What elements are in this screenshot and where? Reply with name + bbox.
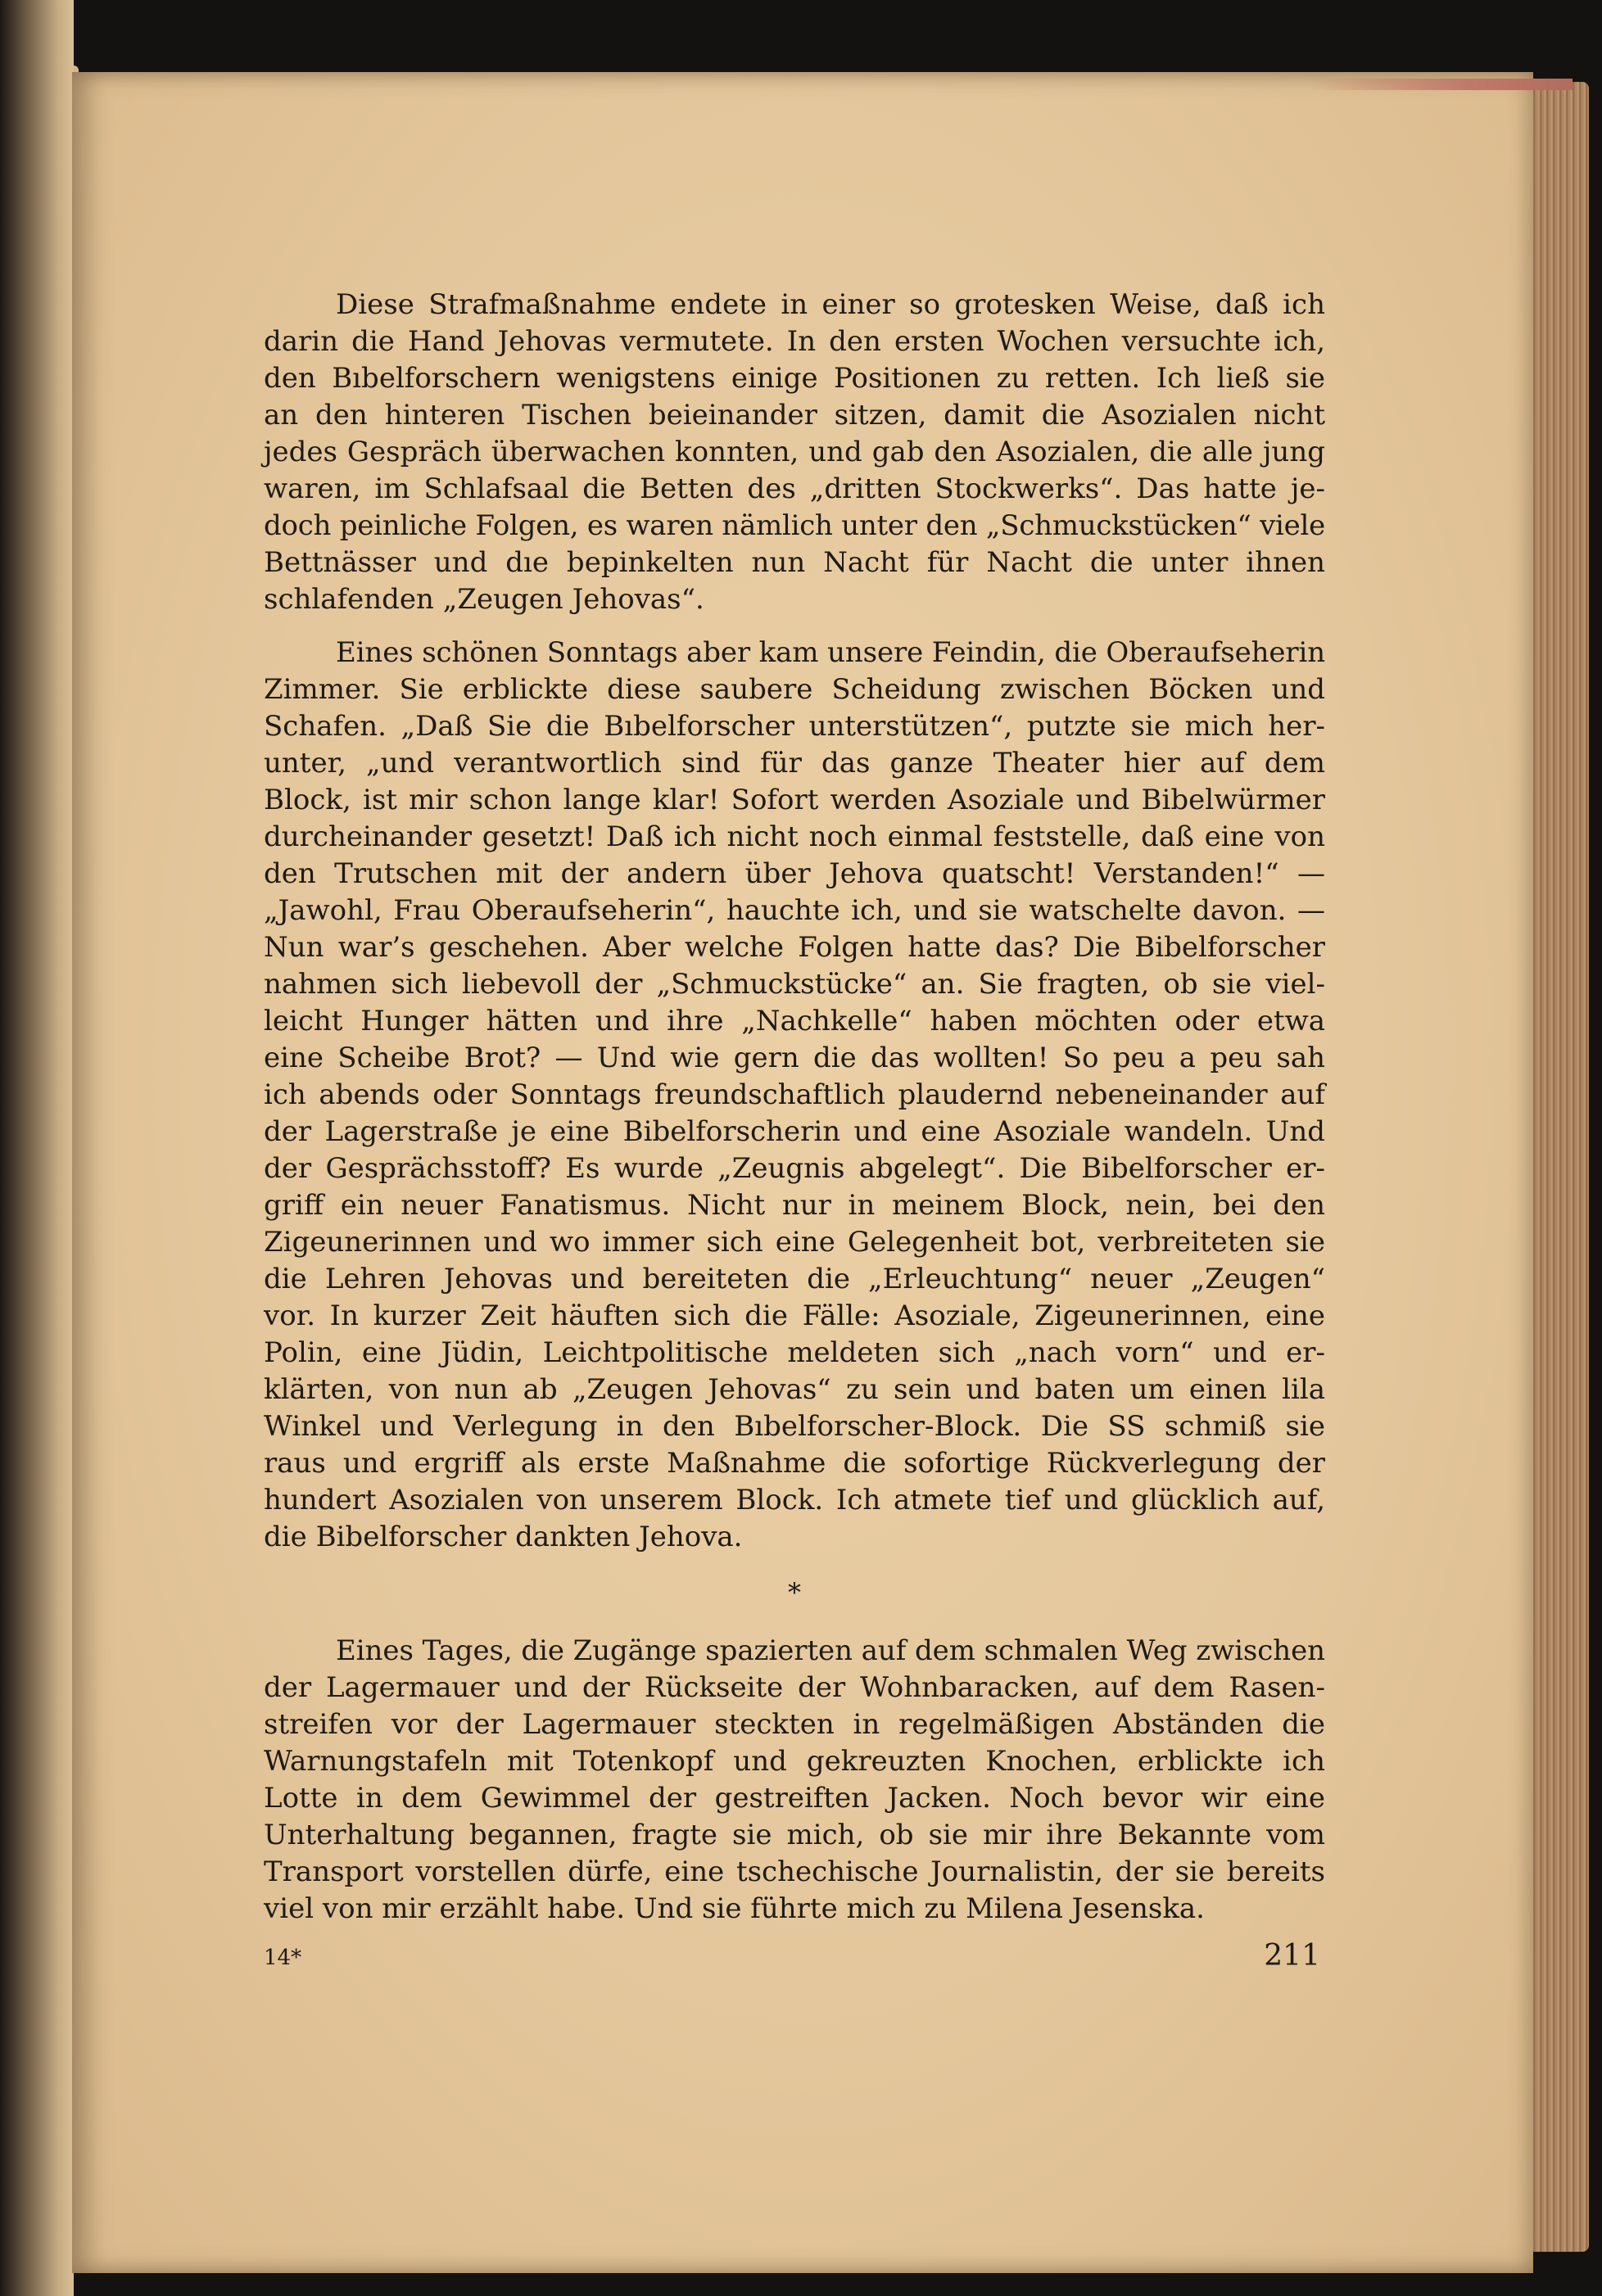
- page-stack-edge: [1523, 82, 1589, 2252]
- text-line: schlafenden „Zeugen Jehovas“.: [264, 583, 704, 616]
- text-line: Eines Tages, die Zugänge spazierten auf dem schmalen Weg zwischen: [336, 1634, 1325, 1667]
- text-line: waren, im Schlafsaal die Betten des „dritten Stockwerks“. Das hatte je-: [264, 472, 1325, 505]
- text-line: Zigeunerinnen und wo immer sich eine Gelegenheit bot, verbreiteten sie: [264, 1226, 1325, 1259]
- text-line: ich abends oder Sonntags freundschaftlich plaudernd nebeneinander auf: [264, 1078, 1325, 1111]
- text-line: jedes Gespräch überwachen konnten, und gab den Asozialen, die alle jung: [264, 436, 1325, 468]
- section-separator: *: [788, 1577, 801, 1608]
- text-line: Winkel und Verlegung in den Bıbelforscher-Block. Die SS schmiß sie: [264, 1410, 1325, 1443]
- text-line: Block, ist mir schon lange klar! Sofort werden Asoziale und Bibelwürmer: [264, 784, 1325, 816]
- text-line: streifen vor der Lagermauer steckten in regelmäßigen Abständen die: [264, 1708, 1325, 1741]
- paragraph-1: [264, 287, 1325, 618]
- text-line: den Bıbelforschern wenigstens einige Positionen zu retten. Ich ließ sie: [264, 362, 1325, 395]
- text-line: durcheinander gesetzt! Daß ich nicht noch einmal feststelle, daß eine von: [264, 820, 1325, 853]
- text-line: klärten, von nun ab „Zeugen Jehovas“ zu sein und baten um einen lila: [264, 1373, 1325, 1406]
- book-spine: [0, 0, 74, 2296]
- text-line: „Jawohl, Frau Oberaufseherin“, hauchte ich, und sie watschelte davon. —: [264, 894, 1325, 927]
- text-line: doch peinliche Folgen, es waren nämlich unter den „Schmuckstücken“ viele: [264, 509, 1325, 542]
- text-line: Lotte in dem Gewimmel der gestreiften Jacken. Noch bevor wir eine: [264, 1782, 1325, 1815]
- text-line: Nun war’s geschehen. Aber welche Folgen hatte das? Die Bibelforscher: [264, 931, 1325, 964]
- text-line: Eines schönen Sonntags aber kam unsere Feindin, die Oberaufseherin: [336, 636, 1325, 669]
- text-line: der Lagerstraße je eine Bibelforscherin und eine Asoziale wandeln. Und: [264, 1115, 1325, 1148]
- text-line: die Bibelforscher dankten Jehova.: [264, 1521, 743, 1553]
- text-line: Diese Strafmaßnahme endete in einer so grotesken Weise, daß ich: [336, 288, 1325, 321]
- body-text: [264, 287, 1325, 1944]
- text-line: der Gesprächsstoff? Es wurde „Zeugnis abgelegt“. Die Bibelforscher er-: [264, 1152, 1325, 1185]
- page-footer: [264, 1939, 1325, 1980]
- text-line: raus und ergriff als erste Maßnahme die sofortige Rückverlegung der: [264, 1447, 1325, 1480]
- text-line: darin die Hand Jehovas vermutete. In den ersten Wochen versuchte ich,: [264, 325, 1325, 358]
- paragraph-3: [264, 1633, 1325, 1928]
- text-line: viel von mir erzählt habe. Und sie führte mich zu Milena Jesenska.: [264, 1892, 1205, 1925]
- text-line: Unterhaltung begannen, fragte sie mich, ob sie mir ihre Bekannte vom: [264, 1819, 1325, 1851]
- text-line: nahmen sich liebevoll der „Schmuckstücke“ an. Sie fragten, ob sie viel-: [264, 968, 1325, 1001]
- text-line: den Trutschen mit der andern über Jehova quatscht! Verstanden!“ —: [264, 857, 1325, 890]
- text-line: Schafen. „Daß Sie die Bıbelforscher unterstützen“, putzte sie mich her-: [264, 710, 1325, 743]
- text-line: an den hinteren Tischen beieinander sitzen, damit die Asozialen nicht: [264, 399, 1325, 432]
- text-line: Transport vorstellen dürfe, eine tschechische Journalistin, der sie bereits: [264, 1855, 1325, 1888]
- paragraph-2: [264, 635, 1325, 1556]
- page-number: 211: [1264, 1939, 1320, 1973]
- text-line: hundert Asozialen von unserem Block. Ich atmete tief und glücklich auf,: [264, 1484, 1325, 1516]
- text-line: die Lehren Jehovas und bereiteten die „Erleuchtung“ neuer „Zeugen“: [264, 1263, 1325, 1295]
- text-line: unter, „und verantwortlich sind für das ganze Theater hier auf dem: [264, 747, 1325, 780]
- text-line: Bettnässer und dıe bepinkelten nun Nacht für Nacht die unter ihnen: [264, 546, 1325, 579]
- text-line: Warnungstafeln mit Totenkopf und gekreuzten Knochen, erblickte ich: [264, 1745, 1325, 1778]
- text-line: der Lagermauer und der Rückseite der Wohnbaracken, auf dem Rasen-: [264, 1671, 1325, 1704]
- page-top-edge: [1310, 79, 1573, 90]
- text-line: Zimmer. Sie erblickte diese saubere Scheidung zwischen Böcken und: [264, 673, 1325, 706]
- text-line: griff ein neuer Fanatismus. Nicht nur in meinem Block, nein, bei den: [264, 1189, 1325, 1222]
- text-line: Polin, eine Jüdin, Leichtpolitische meldeten sich „nach vorn“ und er-: [264, 1336, 1325, 1369]
- text-line: leicht Hunger hätten und ihre „Nachkelle“ haben möchten oder etwa: [264, 1005, 1325, 1037]
- signature-mark: 14*: [264, 1946, 302, 1970]
- text-line: vor. In kurzer Zeit häuften sich die Fälle: Asoziale, Zigeunerinnen, eine: [264, 1299, 1325, 1332]
- text-line: eine Scheibe Brot? — Und wie gern die das wollten! So peu a peu sah: [264, 1042, 1325, 1074]
